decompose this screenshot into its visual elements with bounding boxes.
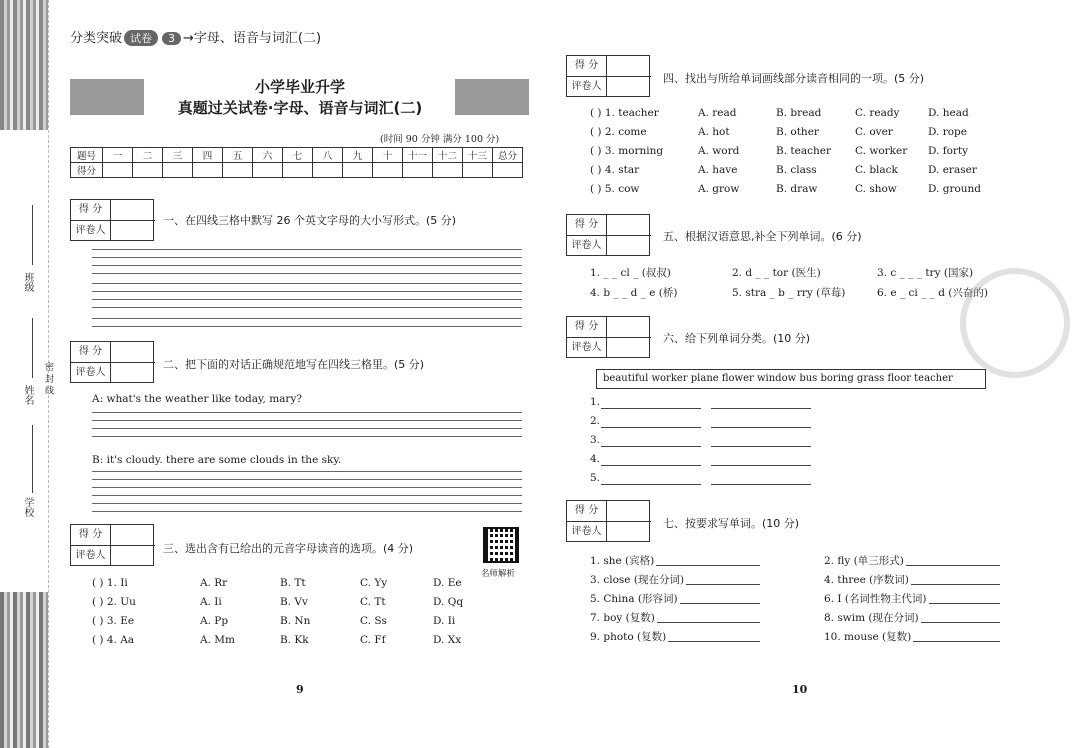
grader-reviewer-label: 评卷人 [71,363,111,383]
option-d[interactable]: D. Xx [433,634,462,646]
score-row-label: 得分 [71,163,103,178]
option-a[interactable]: A. have [698,164,738,176]
grader-score-label: 得 分 [71,525,111,545]
page-number-right: 10 [792,683,808,696]
write-word-item: 10. mouse (复数) [824,631,912,643]
option-d[interactable]: D. rope [928,126,967,138]
grader-score-label: 得 分 [567,317,607,337]
classify-num: 3. [590,434,601,446]
write-word-item: 8. swim (现在分词) [824,612,919,624]
question-item: ( ) 3. morning [590,145,664,157]
score-header-cell: 五 [223,148,253,163]
writing-line[interactable] [92,428,522,429]
option-b[interactable]: B. teacher [776,145,831,157]
writing-line[interactable] [92,257,522,258]
option-a[interactable]: A. Mm [200,634,235,646]
question-item: ( ) 3. Ee [92,615,135,627]
score-header-cell: 九 [343,148,373,163]
write-word-item: 6. I (名词性物主代词) [824,593,927,605]
writing-line[interactable] [92,503,522,504]
score-header-cell: 四 [193,148,223,163]
option-d[interactable]: D. head [928,107,969,119]
score-cell[interactable] [433,163,463,178]
answer-line[interactable] [921,622,1000,623]
score-header-cell: 三 [163,148,193,163]
answer-line[interactable] [711,484,811,485]
answer-line[interactable] [913,641,1000,642]
answer-line[interactable] [657,622,760,623]
header-badge: 试卷 [124,30,158,46]
writing-line[interactable] [92,487,522,488]
section3-title: 三、选出含有已给出的元音字母读音的选项。(4 分) [163,542,414,555]
section4-title: 四、找出与所给单词画线部分读音相同的一项。(5 分) [663,72,925,85]
title-decoration-left [70,79,144,115]
option-b[interactable]: B. Vv [280,596,308,608]
option-b[interactable]: B. Nn [280,615,311,627]
title-decoration-right [455,79,529,115]
school-label: 学校 [22,497,33,517]
grader-reviewer-label: 评卷人 [567,338,607,358]
name-line [32,318,33,378]
answer-line[interactable] [601,446,701,447]
grader-box-5 [566,214,650,256]
faint-stamp [960,268,1070,378]
grader-box-1 [70,199,154,241]
section6-title: 六、给下列单词分类。(10 分) [663,332,811,345]
writing-line[interactable] [92,326,522,327]
header-badge-num: 3 [162,32,181,45]
grader-reviewer-label: 评卷人 [567,77,607,97]
answer-line[interactable] [601,408,701,409]
option-a[interactable]: A. hot [698,126,730,138]
option-d[interactable]: D. Ee [433,577,462,589]
grader-reviewer-label: 评卷人 [71,546,111,566]
write-word-item: 5. China (形容词) [590,593,678,605]
score-header-cell: 十 [373,148,403,163]
writing-line[interactable] [92,412,522,413]
class-label: 班级 [22,272,33,292]
header-prefix: 分类突破 [70,31,123,46]
answer-line[interactable] [668,641,760,642]
write-word-item: 2. fly (单三形式) [824,555,904,567]
name-label: 姓名 [22,385,33,405]
option-c[interactable]: C. Yy [360,577,388,589]
writing-line[interactable] [92,471,522,472]
school-line [32,425,33,493]
score-header-cell: 十一 [403,148,433,163]
classify-num: 2. [590,415,601,427]
grader-score-label: 得 分 [71,200,111,220]
binding-stripe-bottom [0,592,48,748]
grader-reviewer-label: 评卷人 [567,522,607,542]
option-c[interactable]: C. worker [855,145,908,157]
option-d[interactable]: D. forty [928,145,969,157]
answer-line[interactable] [711,427,811,428]
option-a[interactable]: A. Ii [200,596,222,608]
question-item: ( ) 4. Aa [92,634,135,646]
option-d[interactable]: D. Ii [433,615,456,627]
grader-score-label: 得 分 [567,215,607,235]
option-c[interactable]: C. black [855,164,898,176]
fill-word-item: 4. b _ _ d _ e (桥) [590,287,678,299]
grader-box-2 [70,341,154,383]
option-b[interactable]: B. bread [776,107,822,119]
score-cell[interactable] [223,163,253,178]
section2-title: 二、把下面的对话正确规范地写在四线三格里。(5 分) [163,358,425,371]
option-c[interactable]: C. Tt [360,596,386,608]
writing-line[interactable] [92,479,522,480]
writing-line[interactable] [92,265,522,266]
write-word-item: 7. boy (复数) [590,612,655,624]
page-title-line2: 真题过关试卷·字母、语音与词汇(二) [177,99,423,117]
writing-line[interactable] [92,436,522,437]
answer-line[interactable] [686,584,760,585]
option-c[interactable]: C. ready [855,107,900,119]
score-header-cell: 题号 [71,148,103,163]
score-header-cell: 十三 [463,148,493,163]
score-cell[interactable] [493,163,523,178]
writing-line[interactable] [92,420,522,421]
score-cell[interactable] [283,163,313,178]
grader-box-4 [566,55,650,97]
seal-label: 密 封 线 [43,362,53,395]
section5-title: 五、根据汉语意思,补全下列单词。(6 分) [663,230,862,243]
grader-box-7 [566,500,650,542]
fill-word-item: 1. _ _ cl _ (叔叔) [590,267,671,279]
score-cell[interactable] [403,163,433,178]
score-cell[interactable] [163,163,193,178]
score-header-cell: 一 [103,148,133,163]
score-cell[interactable] [343,163,373,178]
score-cell[interactable] [313,163,343,178]
option-d[interactable]: D. eraser [928,164,977,176]
score-cell[interactable] [133,163,163,178]
option-b[interactable]: B. other [776,126,819,138]
grader-score-label: 得 分 [567,56,607,76]
option-b[interactable]: B. class [776,164,817,176]
binding-stripe-top [0,0,48,130]
page-title-line1: 小学毕业升学 [254,78,345,96]
word-bank-box: beautiful worker plane flower window bus boring grass floor teacher [596,369,986,389]
answer-line[interactable] [656,565,760,566]
classify-num: 1. [590,396,601,408]
option-c[interactable]: C. Ss [360,615,387,627]
grader-box-6 [566,316,650,358]
classify-num: 4. [590,453,601,465]
score-cell[interactable] [463,163,493,178]
score-header-cell: 七 [283,148,313,163]
section1-title: 一、在四线三格中默写 26 个英文字母的大小写形式。(5 分) [163,214,457,227]
score-header-cell: 二 [133,148,163,163]
answer-line[interactable] [711,465,811,466]
score-header-cell: 总分 [493,148,523,163]
answer-line[interactable] [601,427,701,428]
write-word-item: 9. photo (复数) [590,631,667,643]
option-a[interactable]: A. read [698,107,737,119]
score-cell[interactable] [103,163,133,178]
class-line [32,205,33,265]
question-item: ( ) 1. Ii [92,577,128,589]
answer-line[interactable] [911,584,1000,585]
answer-line[interactable] [601,465,701,466]
classify-num: 5. [590,472,601,484]
option-d[interactable]: D. ground [928,183,982,195]
writing-line[interactable] [92,249,522,250]
grader-score-label: 得 分 [567,501,607,521]
dialog-line-a: A: what's the weather like today, mary? [92,393,303,405]
grader-reviewer-label: 评卷人 [567,236,607,256]
option-a[interactable]: A. grow [698,183,740,195]
answer-line[interactable] [680,603,760,604]
option-d[interactable]: D. Qq [433,596,464,608]
section7-title: 七、按要求写单词。(10 分) [663,517,800,530]
writing-line[interactable] [92,283,522,284]
question-item: ( ) 4. star [590,164,640,176]
write-word-item: 3. close (现在分词) [590,574,685,586]
score-cell[interactable] [253,163,283,178]
option-c[interactable]: C. over [855,126,893,138]
score-header-cell: 十二 [433,148,463,163]
dialog-line-b: B: it's cloudy. there are some clouds in the sky. [92,454,342,466]
question-item: ( ) 2. Uu [92,596,136,608]
question-item: ( ) 2. come [590,126,647,138]
write-word-item: 4. three (序数词) [824,574,909,586]
option-a[interactable]: A. Pp [200,615,229,627]
fill-word-item: 6. e _ ci _ _ d (兴奋的) [877,287,988,299]
qr-code-icon[interactable] [483,527,519,563]
score-table [70,147,523,178]
writing-line[interactable] [92,291,522,292]
score-header-cell: 八 [313,148,343,163]
writing-line[interactable] [92,273,522,274]
writing-line[interactable] [92,299,522,300]
grader-box-3 [70,524,154,566]
option-b[interactable]: B. Kk [280,634,309,646]
write-word-item: 1. she (宾格) [590,555,655,567]
writing-line[interactable] [92,318,522,319]
series-header [70,27,321,46]
fill-word-item: 2. d _ _ tor (医生) [732,267,821,279]
answer-line[interactable] [906,565,1000,566]
option-a[interactable]: A. Rr [200,577,228,589]
grader-score-label: 得 分 [71,342,111,362]
answer-line[interactable] [711,408,811,409]
answer-line[interactable] [601,484,701,485]
qr-caption: 名师解析 [481,569,516,579]
score-cell[interactable] [373,163,403,178]
writing-line[interactable] [92,511,522,512]
answer-line[interactable] [711,446,811,447]
time-note: (时间 90 分钟 满分 100 分) [380,134,500,145]
page-number-left: 9 [296,683,304,696]
option-a[interactable]: A. word [698,145,740,157]
option-c[interactable]: C. Ff [360,634,386,646]
writing-line[interactable] [92,495,522,496]
option-b[interactable]: B. draw [776,183,818,195]
answer-line[interactable] [929,603,1000,604]
option-b[interactable]: B. Tt [280,577,306,589]
writing-line[interactable] [92,307,522,308]
fill-word-item: 3. c _ _ _ try (国家) [877,267,974,279]
fill-word-item: 5. stra _ b _ rry (草莓) [732,287,846,299]
grader-reviewer-label: 评卷人 [71,221,111,241]
score-header-cell: 六 [253,148,283,163]
score-cell[interactable] [193,163,223,178]
question-item: ( ) 5. cow [590,183,640,195]
question-item: ( ) 1. teacher [590,107,659,119]
option-c[interactable]: C. show [855,183,897,195]
header-suffix: →字母、语音与词汇(二) [183,31,322,46]
